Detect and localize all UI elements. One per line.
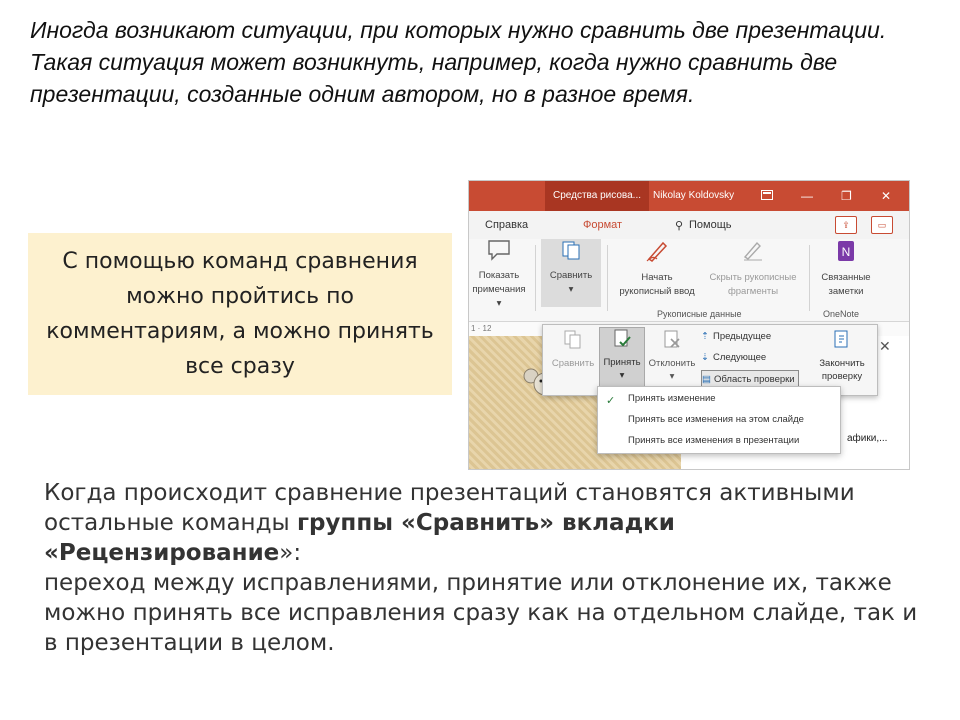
end-review-label-1: Закончить (819, 358, 865, 369)
pane-close-icon[interactable]: ✕ (879, 338, 891, 354)
next-button[interactable] (701, 349, 766, 366)
window-titlebar (469, 181, 910, 211)
onenote-icon (815, 239, 877, 271)
review-pane-icon: ▤ (702, 374, 711, 385)
ribbon-divider (535, 245, 536, 311)
compare-button[interactable] (541, 239, 601, 307)
hide-ink-label-1: Скрыть рукописные (709, 272, 797, 283)
show-comments-label-1: Показать (478, 270, 520, 281)
bottom-part-1: Когда происходит сравнение презентаций становятся активными остальные команды (44, 480, 855, 536)
menu-item-accept-all-slide[interactable]: Принять все изменения на этом слайде (628, 414, 804, 425)
bottom-part-2: »: (279, 540, 302, 566)
end-review-label-2: проверку (821, 371, 863, 382)
ribbon-tabs (469, 211, 910, 239)
linked-notes-label-2: заметки (828, 286, 864, 297)
compare-icon (541, 239, 601, 269)
tab-format[interactable]: Формат (583, 219, 623, 231)
review-pane-label: Область проверки (714, 374, 795, 385)
compare-caret-icon: ▾ (568, 284, 574, 295)
hide-ink-icon (701, 239, 805, 271)
reject-caret-icon: ▾ (669, 371, 675, 382)
intro-line-2: Такая ситуация может возникнуть, например, когда нужно сравнить две презентации, созданные одним автором, но в разное время. (30, 49, 838, 107)
hide-ink-button[interactable] (701, 239, 805, 299)
close-icon[interactable]: ✕ (881, 189, 892, 203)
compare-doc-icon (549, 329, 597, 357)
reject-icon (645, 329, 699, 357)
ribbon (469, 239, 910, 322)
bottom-bold: группы «Сравнить» вкладки «Рецензирование (44, 510, 675, 566)
bottom-paragraph-1 (44, 478, 924, 568)
ribbon-divider (809, 245, 810, 311)
show-comments-label-2: примечания ▾ (472, 284, 526, 309)
comments-icon[interactable]: ▭ (871, 216, 893, 234)
pane-text: афики,... (847, 433, 888, 444)
start-inking-label-2: рукописный ввод (619, 286, 695, 297)
previous-label: Предыдущее (713, 331, 772, 342)
hide-ink-label-2: фрагменты (727, 286, 779, 297)
linked-notes-label-1: Связанные (821, 272, 871, 283)
svg-text:N: N (841, 245, 851, 259)
ruler-ticks: 1 · 12 (471, 324, 492, 333)
tell-me-search[interactable]: Помощь (689, 219, 732, 231)
powerpoint-screenshot (468, 180, 910, 470)
bottom-text (44, 478, 924, 658)
context-tab-drawing-tools[interactable]: Средства рисова... (545, 181, 649, 211)
start-inking-button[interactable] (615, 239, 699, 299)
next-icon: ⇣ (701, 352, 709, 363)
search-icon[interactable]: ⚲ (675, 220, 684, 232)
accept-change-icon: ✓ (606, 395, 616, 407)
accept-label: Принять (603, 357, 641, 368)
onenote-group-label: OneNote (823, 309, 860, 319)
accept-dropdown-menu (597, 386, 841, 454)
pen-icon (615, 239, 699, 271)
show-comments-button[interactable] (471, 239, 527, 311)
compare-dim-label: Сравнить (551, 358, 595, 369)
start-inking-label-1: Начать (641, 272, 673, 283)
accept-caret-icon: ▾ (619, 370, 625, 381)
end-review-icon (811, 329, 873, 357)
callout-text: С помощью команд сравнения можно пройтись по комментариям, а можно принять все сразу (46, 249, 434, 379)
user-name[interactable]: Nikolay Koldovsky (653, 190, 735, 201)
share-icon[interactable]: ⇪ (835, 216, 857, 234)
compare-dim-button[interactable] (549, 329, 597, 370)
menu-item-accept-change[interactable]: Принять изменение (628, 393, 716, 404)
end-review-button[interactable] (811, 329, 873, 383)
reject-button[interactable] (645, 329, 699, 383)
intro-text (30, 14, 920, 110)
bottom-paragraph-2: переход между исправлениями, принятие или отклонение их, также можно принять все исправления сразу как на отдельном слайде, так и в презентации в целом. (44, 570, 918, 656)
intro-line-1: Иногда возникают ситуации, при которых нужно сравнить две презентации. (30, 17, 887, 43)
tab-help[interactable]: Справка (485, 219, 529, 231)
ribbon-divider (607, 245, 608, 311)
minimize-icon[interactable]: — (801, 189, 813, 203)
callout-box (28, 233, 452, 395)
next-label: Следующее (713, 352, 767, 363)
reject-label: Отклонить (648, 358, 696, 369)
previous-button[interactable] (701, 328, 771, 345)
compare-label: Сравнить (549, 270, 593, 281)
accept-button[interactable] (599, 327, 645, 391)
previous-icon: ⇡ (701, 331, 709, 342)
ribbon-display-icon[interactable] (761, 181, 773, 211)
menu-item-accept-all-presentation[interactable]: Принять все изменения в презентации (628, 435, 800, 446)
linked-notes-button[interactable] (815, 239, 877, 299)
restore-icon[interactable]: ❐ (841, 189, 852, 203)
accept-icon (600, 328, 644, 356)
ink-group-label: Рукописные данные (657, 309, 742, 319)
comment-icon (471, 239, 527, 269)
